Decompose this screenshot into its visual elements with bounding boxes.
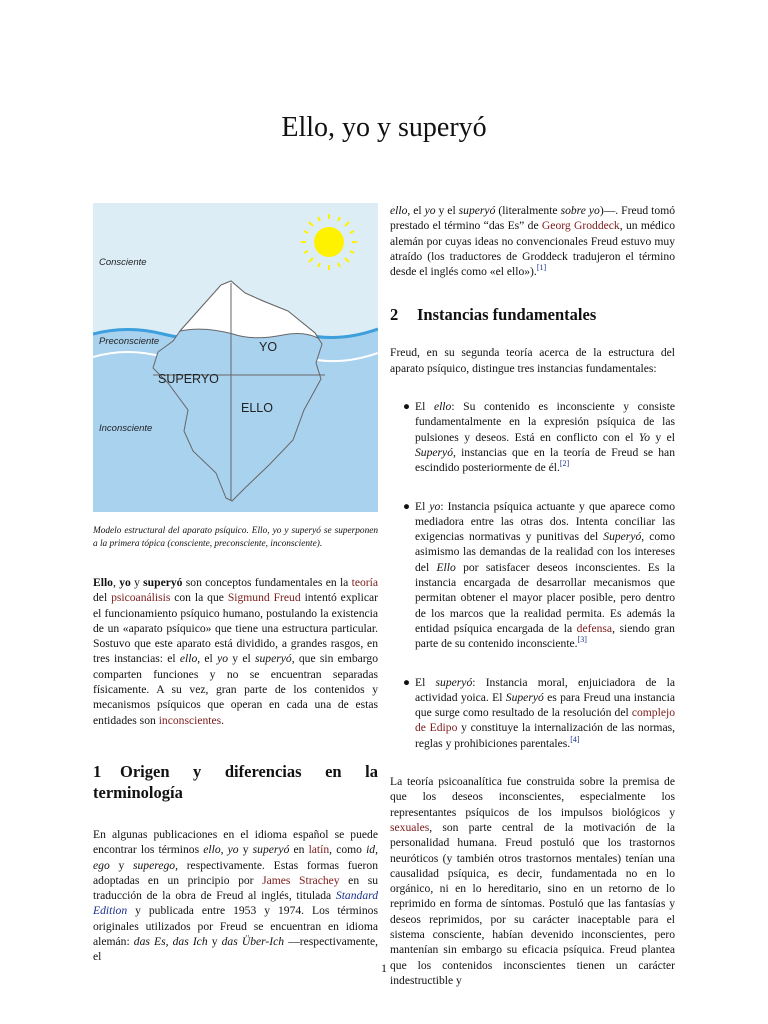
ref-3[interactable]: [3] xyxy=(577,635,587,645)
section-1-heading: 1 Origen y diferencias en la terminología xyxy=(93,761,378,802)
label-superyo: SUPERYO xyxy=(158,372,219,386)
link-latin[interactable]: latín xyxy=(308,843,330,857)
link-sigmund-freud[interactable]: Sigmund Freud xyxy=(227,591,301,605)
page-number: 1 xyxy=(381,961,387,975)
section-2-intro: Freud, en su segunda teoría acerca de la estructura del aparato psíquico, distingue tres instancias fundamentales: xyxy=(390,346,675,375)
list-item-superyo: ● El superyó: Instancia moral, enjuiciadora de la actividad yoica. El Superyó es para Freud una instancia que surge como resultado de la resolución del complejo de Edipo y constituye la internalización de las normas, reglas y prohibiciones parentales.[4] xyxy=(403,675,676,750)
link-psicoanalisis[interactable]: psicoanálisis xyxy=(111,591,171,605)
link-james-strachey[interactable]: James Strachey xyxy=(262,873,340,887)
label-inconsciente: Inconsciente xyxy=(99,423,153,434)
list-item-ello: ● El ello: Su contenido es inconsciente y consiste fundamentalmente en la expresión psíquica de las pulsiones y deseos. Está en conflicto con el Yo y el Superyó, instancias que en la teoría de Freud se han escindido posteriormente de él.[2] xyxy=(403,400,676,475)
instances-list xyxy=(390,399,675,751)
section-1-continuation: ello, el yo y el superyó (literalmente sobre yo)—. Freud tomó prestado el término “das Es” de Georg Groddeck, un médico alemán por cuyas ideas no convencionales Freud estuvo muy atraído (los traductores de Groddeck tradujeron el término desde el inglés como «el ello»).[1] xyxy=(390,204,676,279)
bullet: ● xyxy=(403,400,411,414)
link-inconscientes[interactable]: inconscientes xyxy=(158,713,222,727)
link-complejo-de-edipo[interactable]: complejo de Edipo xyxy=(415,706,675,735)
right-column xyxy=(390,203,675,988)
bullet: ● xyxy=(403,499,411,513)
label-preconsciente: Preconsciente xyxy=(99,336,160,347)
figure-caption: Modelo estructural del aparato psíquico. Ello, yo y superyó se superponen a la primera tópica (consciente, preconsciente, inconsciente). xyxy=(93,526,378,549)
intro-paragraph: Ello, yo y superyó son conceptos fundamentales en la teoría del psicoanálisis con la que Sigmund Freud intentó explicar el funcionamiento psíquico humano, postulando la existencia de un «aparato psíquico» que tiene una estructura particular. Sostuvo que este aparato está dividido, a grandes rasgos, en tres instancias: el ello, el yo y el superyó, que sin embargo comparten funciones y no se encuentran separadas físicamente. A su vez, gran parte de los contenidos y mecanismos psíquicos que operan en cada una de estas entidades son inconscientes. xyxy=(93,576,379,727)
link-defensa[interactable]: defensa xyxy=(576,621,613,635)
ref-1[interactable]: [1] xyxy=(536,263,547,273)
iceberg-figure xyxy=(93,203,378,512)
link-sexuales[interactable]: sexuales xyxy=(390,820,430,834)
list-item-yo: ● El yo: Instancia psíquica actuante y que aparece como mediadora entre las otras dos. Intenta conciliar las exigencias normativas y punitivas del Superyó, como asimismo las demandas de la realidad con los intereses del Ello por satisfacer deseos inconscientes. Es la instancia encargada de desarrollar mecanismos que permitan obtener el mayor placer posible, pero dentro de los marcos que la realidad permita. Es además la entidad psíquica encargada de la defensa, siendo gran parte de su contenido inconsciente.[3] xyxy=(403,499,676,651)
label-ello: ELLO xyxy=(241,401,273,415)
label-consciente: Consciente xyxy=(99,257,147,268)
page-title: Ello, yo y superyó xyxy=(281,112,487,143)
link-standard-edition[interactable]: Standard Edition xyxy=(93,889,378,918)
link-teoria[interactable]: teoría xyxy=(351,576,379,589)
section-2-heading: 2 Instancias fundamentales xyxy=(390,305,597,325)
left-column xyxy=(93,203,378,965)
ref-2[interactable]: [2] xyxy=(559,459,570,469)
link-georg-groddeck[interactable]: Georg Groddeck xyxy=(541,219,620,233)
section-2-closing-paragraph: La teoría psicoanalítica fue construida sobre la premisa de que los deseos inconscientes, especialmente los representantes psíquicos de los impulsos biológicos y sexuales, son parte central de la motivación de la personalidad humana. Freud postuló que los trastornos neuróticos (y también otros trastornos mentales) tenían una causalidad psíquica, es decir, fundamentada no en lo orgánico, ni en lo hereditario, sino en un retorno de lo reprimido en forma de síntomas. Postuló que las fantasías y deseos reprimidos, por su carácter inaceptable para el sistema consciente, habían devenido inconscientes, pero mantenían sin embargo su eficacia psíquica. Freud plantea que los contenidos inconscientes tienen un carácter indestructible y xyxy=(390,775,675,987)
section-1-paragraph: En algunas publicaciones en el idioma español se puede encontrar los términos ello, yo y superyó en latín, como id, ego y superego, respectivamente. Estas formas fueron adoptadas en un principio por James Strachey en su traducción de la obra de Freud al inglés, titulada Standard Edition y publicada entre 1953 y 1974. Los términos originales utilizados por Freud se encuentran en idioma alemán: das Es, das Ich y das Über-Ich —respectivamente, el xyxy=(93,827,379,964)
bullet: ● xyxy=(403,675,411,689)
label-yo: YO xyxy=(259,340,278,354)
ref-4[interactable]: [4] xyxy=(570,734,580,744)
